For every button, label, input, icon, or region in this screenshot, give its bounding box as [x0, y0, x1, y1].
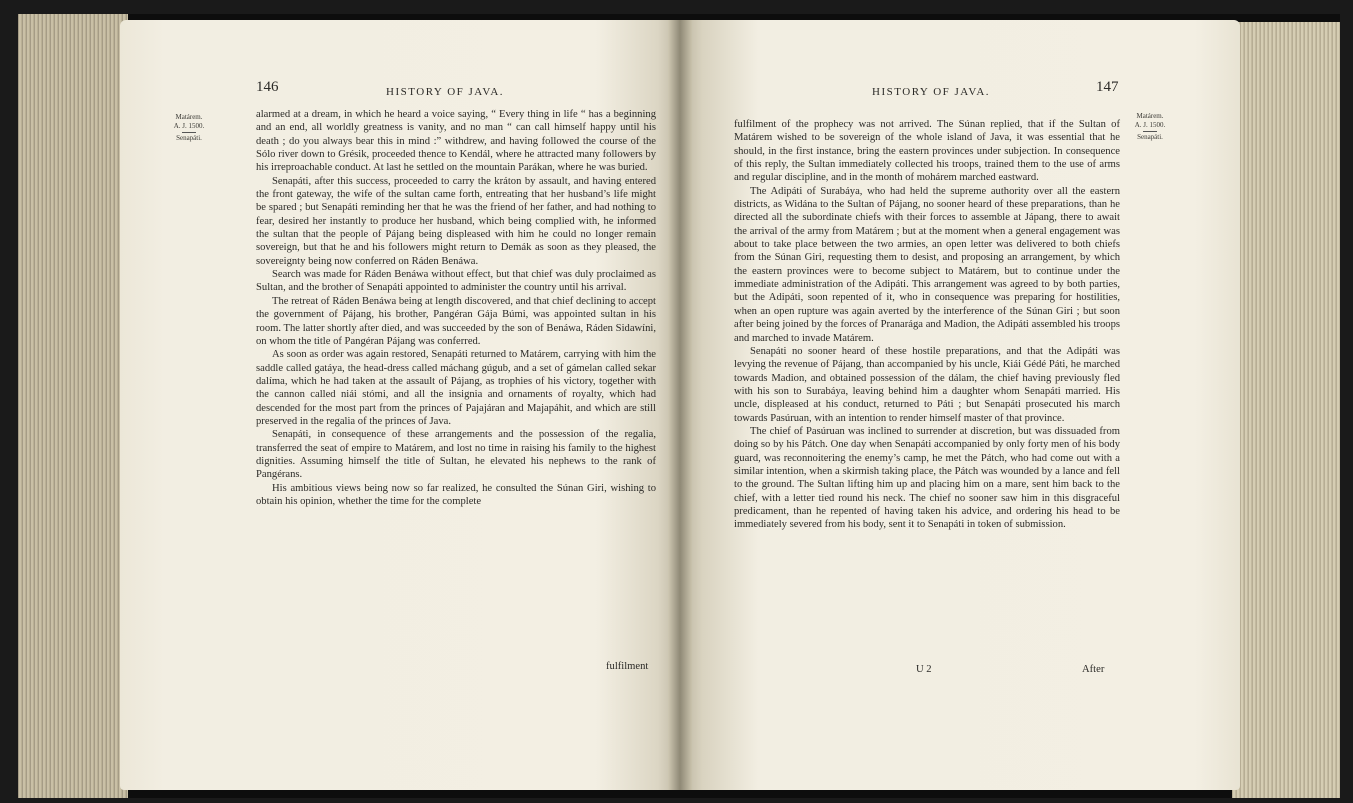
paragraph: The chief of Pasúruan was inclined to surrender at discretion, but was dissuaded from doing so by his Pátch. One day when Senapáti accompanied by only forty men of his body guard, was reconnoitering the enemy’s camp, he met the Pátch, who had come out with a similar intention, when a skirmish taking place, the Pátch was wounded by a lance and fell to the ground. The Sultan lifting him up and placing him on a mare, sent him back to the chief, with a letter tied round his neck. The chief no sooner saw him in this disgraceful predicament, than he repented of having taken his advice, and ordering his head to be immediately severed from his body, sent it to Senapáti in token of submission.	[734, 425, 1120, 531]
paragraph: fulfilment of the prophecy was not arrived. The Súnan replied, that if the Sultan of Matárem wished to be sovereign of the whole island of Java, it was essential that he should, in the first instance, bring the eastern provinces under subjection. In consequence of this reply, the Sultan immediately collected his troops, trained them to the use of arms and regular discipline, and in the month of mohárem marched eastward.	[734, 119, 1120, 184]
margin-note-date: A. J. 1500.	[1134, 121, 1166, 129]
left-running-head: HISTORY OF JAVA.	[386, 86, 505, 98]
right-catchword: After	[1082, 664, 1105, 675]
paragraph: alarmed at a dream, in which he heard a voice saying, “ Every thing in life “ has a beginning and an end, all worldly greatness is vanity, and no man “ can call himself happy until his death ; do you always bear this in mind :” withdrew, and having followed the course of the Sólo river down to Grésik, proceeded thence to Kendál, where he attracted many followers by his irreproachable conduct. At last he settled on the mountain Parákan, where he was buried.	[256, 109, 656, 174]
right-page-number: 147	[1096, 79, 1119, 95]
paragraph: The Adipáti of Surabáya, who had held the supreme authority over all the eastern districts, as Widána to the Sultan of Pájang, no sooner heard of these preparations, than he directed all the subordinate chiefs with their forces to assemble at Jápang, there to await the arrival of the army from Matárem ; but at the moment when a general engagement was about to take place between the two armies, an open letter was delivered to both chiefs from the Súnan Giri, requesting them to desist, and proposing an arrangement, by which the eastern provinces were to become subject to Matárem, but to continue under the immediate administration of the Adipáti. This arrangement was agreed to by both parties, but the Adipáti, soon repented of it, who in consequence was preparing for hostilities, when an open rupture was again averted by the interference of the Súnan Giri ; but soon after being joined by the forces of Pranarága and Madion, the Adipáti assembled his troops and marched to invade Matárem.	[734, 185, 1120, 344]
book-gutter	[668, 20, 692, 790]
margin-note-date: A. J. 1500.	[173, 122, 205, 130]
paragraph: Senapáti, after this success, proceeded to carry the kráton by assault, and having entered the front gateway, the wife of the sultan came forth, entreating that her husband’s life might be spared ; but Senapáti reminding her that he was the friend of her father, and had nothing to fear, desired her instantly to produce her husband, which being complied with, he informed the sultan that the people of Pájang being displeased with him he could no longer remain sovereign, but that he and his followers might return to Demák as soon as they pleased, the sovereignty being now conferred on Ráden Benáwa.	[256, 175, 656, 267]
right-margin-note	[1128, 112, 1172, 142]
paragraph: As soon as order was again restored, Senapáti returned to Matárem, carrying with him the saddle called gatáya, the head-dress called máchang gúgub, and a set of gámelan called sekar dalíma, which he had taken at the assault of Pájang, as trophies of his victory, together with the cannon called niái stómi, and all the insignia and ornaments of royalty, which had descended for the most part from the princes of Pajajáran and Majapáhit, and which are still preserved in the regalia of the princes of Java.	[256, 349, 656, 427]
margin-note-rule	[1143, 131, 1157, 132]
margin-note-place: Matárem.	[175, 113, 203, 121]
margin-note-subject: Senapáti.	[1137, 133, 1163, 141]
paragraph: Senapáti no sooner heard of these hostile preparations, and that the Adipáti was levying the revenue of Pájang, than accompanied by his uncle, Kiái Gédé Páti, he marched towards Madion, and obtained possession of the dálam, the chief having previously fled with his son to Surabáya, leaving behind him a daughter whom Senapáti married. His uncle, displeased at his conduct, returned to Páti ; but Senapáti prosecuted his march towards Pasúruan, with an intention to render himself master of that province.	[734, 345, 1120, 424]
margin-note-subject: Senapáti.	[176, 134, 202, 142]
left-page-number: 146	[256, 79, 279, 95]
paragraph: Senapáti, in consequence of these arrangements and the possession of the regalia, transferred the seat of empire to Matárem, and lost no time in raising his family to the highest dignities. Assuming himself the title of Sultan, he elevated his nephews to the rank of Pangérans.	[256, 429, 656, 481]
paragraph: Search was made for Ráden Benáwa without effect, but that chief was duly proclaimed as Sultan, and the brother of Senapáti appointed to administer the country until his arrival.	[256, 269, 656, 294]
paragraph: The retreat of Ráden Benáwa being at length discovered, and that chief declining to accept the government of Pájang, his brother, Pangéran Gája Búmi, was appointed sultan in his room. The latter shortly after died, and was succeeded by the son of Benáwa, Ráden Sidawíni, on whom the title of Pangéran Pájang was conferred.	[256, 295, 656, 347]
signature-mark: U 2	[916, 664, 932, 675]
right-page-edges	[1232, 22, 1340, 798]
left-margin-note	[167, 113, 211, 143]
paragraph: His ambitious views being now so far realized, he consulted the Súnan Giri, wishing to obtain his opinion, whether the time for the complete	[256, 482, 656, 507]
left-page-edges	[18, 14, 128, 798]
margin-note-rule	[182, 132, 196, 133]
right-page-body	[734, 118, 1120, 532]
margin-note-place: Matárem.	[1136, 112, 1164, 120]
left-page-body	[256, 108, 656, 508]
left-catchword: fulfilment	[606, 661, 649, 672]
right-running-head: HISTORY OF JAVA.	[872, 86, 991, 98]
